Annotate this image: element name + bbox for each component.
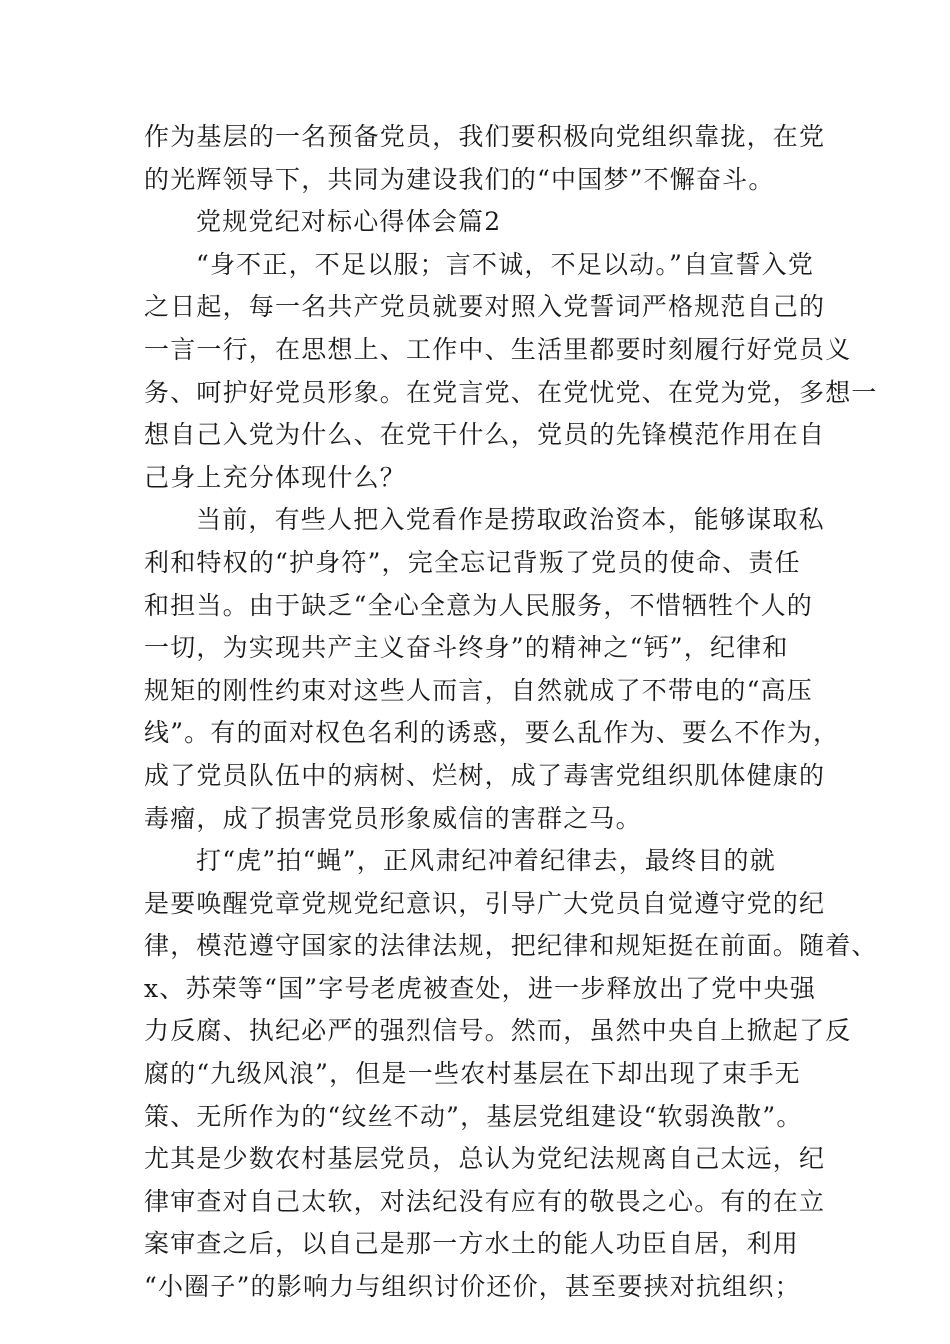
text-line: 己身上充分体现什么？ <box>144 462 407 492</box>
text-line: 律，模范遵守国家的法律法规，把纪律和规矩挺在前面。随着、 <box>144 931 878 961</box>
body-text <box>144 116 878 1309</box>
text-line: 尤其是少数农村基层党员，总认为党纪法规离自己太远，纪 <box>144 1144 826 1174</box>
text-line: 一言一行，在思想上、工作中、生活里都要时刻履行好党员义 <box>144 334 852 364</box>
text-line: 律审查对自己太软，对法纪没有应有的敬畏之心。有的在立 <box>144 1186 826 1216</box>
text-line: 腐的“九级风浪”，但是一些农村基层在下却出现了束手无 <box>144 1059 801 1089</box>
text-line: x、苏荣等“国”字号老虎被查处，进一步释放出了党中央强 <box>144 973 817 1003</box>
text-line: “身不正，不足以服；言不诚，不足以动。”自宣誓入党 <box>196 249 815 279</box>
text-line: “小圈子”的影响力与组织讨价还价，甚至要挟对抗组织； <box>144 1272 801 1302</box>
text-line: 之日起，每一名共产党员就要对照入党誓词严格规范自己的 <box>144 292 826 322</box>
text-line: 规矩的刚性约束对这些人而言，自然就成了不带电的“高压 <box>144 675 813 705</box>
text-line: 的光辉领导下，共同为建设我们的“中国梦”不懈奋斗。 <box>144 164 775 194</box>
text-line: 毒瘤，成了损害党员形象威信的害群之马。 <box>144 803 642 833</box>
text-line: 想自己入党为什么、在党干什么，党员的先锋模范作用在自 <box>144 420 826 450</box>
text-line: 力反腐、执纪必严的强烈信号。然而，虽然中央自上掀起了反 <box>144 1016 852 1046</box>
text-line: 线”。有的面对权色名利的诱惑，要么乱作为、要么不作为， <box>144 718 840 748</box>
text-line: 成了党员队伍中的病树、烂树，成了毒害党组织肌体健康的 <box>144 760 826 790</box>
text-line: 打“虎”拍“蝇”，正风肃纪冲着纪律去，最终目的就 <box>196 846 776 876</box>
text-line: 利和特权的“护身符”，完全忘记背叛了党员的使命、责任 <box>144 547 801 577</box>
text-line: 一切，为实现共产主义奋斗终身”的精神之“钙”，纪律和 <box>144 633 789 663</box>
text-line: 作为基层的一名预备党员，我们要积极向党组织靠拢，在党 <box>144 122 826 151</box>
text-line: 当前，有些人把入党看作是捞取政治资本，能够谋取私 <box>196 505 825 535</box>
text-line: 是要唤醒党章党规党纪意识，引导广大党员自觉遵守党的纪 <box>144 888 826 918</box>
text-line: 和担当。由于缺乏“全心全意为人民服务，不惜牺牲个人的 <box>144 590 813 620</box>
text-line: 策、无所作为的“纹丝不动”，基层党组建设“软弱涣散”。 <box>144 1101 803 1131</box>
text-line: 案审查之后，以自己是那一方水土的能人功臣自居，利用 <box>144 1229 800 1259</box>
section-heading: 党规党纪对标心得体会篇2 <box>196 207 502 237</box>
text-line: 务、呵护好党员形象。在党言党、在党忧党、在党为党，多想一 <box>144 377 878 407</box>
